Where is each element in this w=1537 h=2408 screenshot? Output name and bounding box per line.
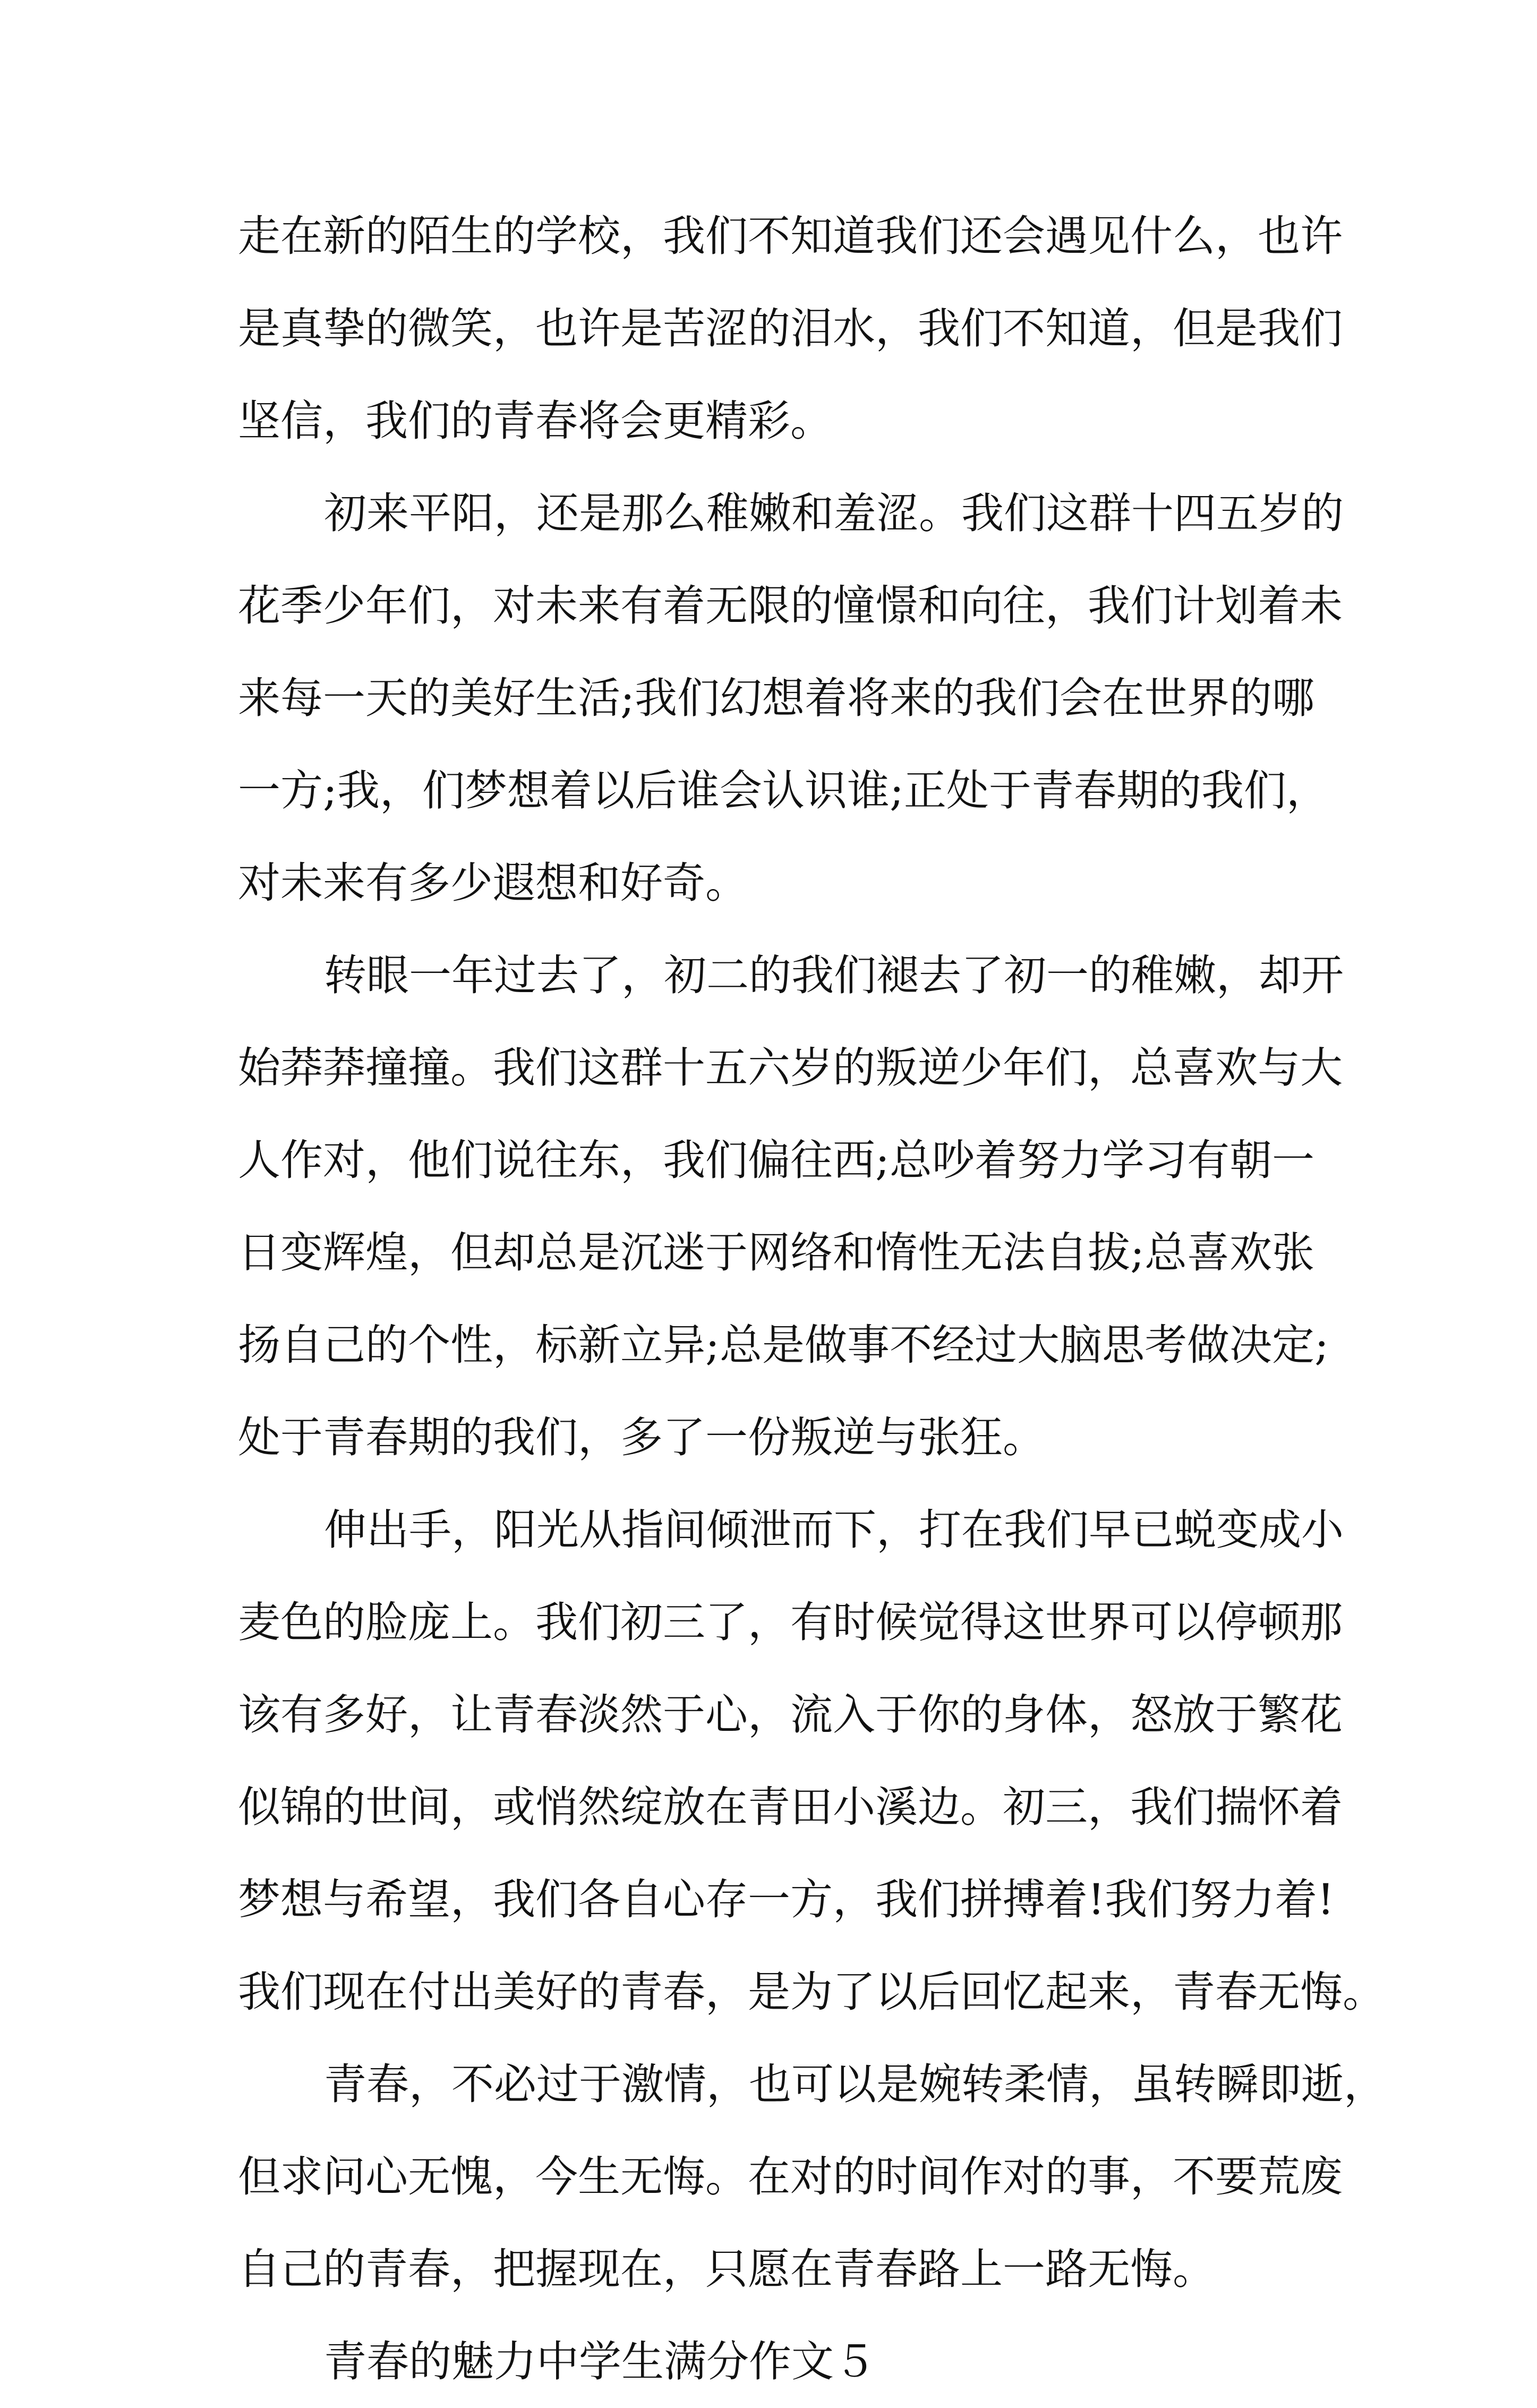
text-line: 青春，不必过于激情，也可以是婉转柔情，虽转瞬即逝，	[324, 2060, 1386, 2109]
text-line: 坚信，我们的青春将会更精彩。	[238, 396, 833, 446]
text-line: 扬自己的个性，标新立异;总是做事不经过大脑思考做决定;	[238, 1320, 1329, 1370]
text-line: 转眼一年过去了，初二的我们褪去了初一的稚嫩，却开	[324, 951, 1344, 1000]
text-line: 来每一天的美好生活;我们幻想着将来的我们会在世界的哪	[238, 673, 1314, 723]
paragraph-1	[238, 190, 1343, 467]
text-line: 对未来有多少遐想和好奇。	[238, 858, 748, 908]
text-line: 是真挚的微笑，也许是苦涩的泪水，我们不知道，但是我们	[238, 304, 1343, 353]
text-line: 该有多好，让青春淡然于心，流入于你的身体，怒放于繁花	[238, 1690, 1343, 1739]
text-line: 但求问心无愧，今生无悔。在对的时间作对的事，不要荒废	[238, 2152, 1343, 2201]
text-line: 走在新的陌生的学校，我们不知道我们还会遇见什么，也许	[238, 211, 1343, 261]
document-body	[238, 190, 1386, 2408]
text-line: 处于青春期的我们，多了一份叛逆与张狂。	[238, 1413, 1045, 1462]
text-line: 似锦的世间，或悄然绽放在青田小溪边。初三，我们揣怀着	[238, 1782, 1343, 1832]
paragraph-2	[238, 467, 1344, 929]
section-title: 青春的魅力中学生满分作文５	[324, 2337, 876, 2386]
text-line: 初来平阳，还是那么稚嫩和羞涩。我们这群十四五岁的	[324, 489, 1344, 538]
text-line: 自己的青春，把握现在，只愿在青春路上一路无悔。	[238, 2244, 1215, 2294]
text-line: 一方;我，们梦想着以后谁会认识谁;正处于青春期的我们，	[238, 766, 1329, 815]
text-line: 人作对，他们说往东，我们偏往西;总吵着努力学习有朝一	[238, 1135, 1314, 1185]
text-line: 日变辉煌，但却总是沉迷于网络和惰性无法自拔;总喜欢张	[238, 1228, 1314, 1277]
text-line: 麦色的脸庞上。我们初三了，有时候觉得这世界可以停顿那	[238, 1598, 1343, 1647]
text-line: 梦想与希望，我们各自心存一方，我们拼搏着!我们努力着!	[238, 1875, 1335, 1924]
text-line: 花季少年们，对未来有着无限的憧憬和向往，我们计划着未	[238, 581, 1343, 630]
paragraph-6-heading	[238, 2316, 1311, 2408]
paragraph-3	[238, 929, 1344, 1484]
text-line: 始莽莽撞撞。我们这群十五六岁的叛逆少年们，总喜欢与大	[238, 1043, 1343, 1092]
text-line: 伸出手，阳光从指间倾泄而下，打在我们早已蜕变成小	[324, 1505, 1344, 1555]
text-line: 我们现在付出美好的青春，是为了以后回忆起来，青春无悔。	[238, 1967, 1385, 2017]
paragraph-5	[238, 2038, 1386, 2316]
paragraph-4	[238, 1484, 1385, 2038]
